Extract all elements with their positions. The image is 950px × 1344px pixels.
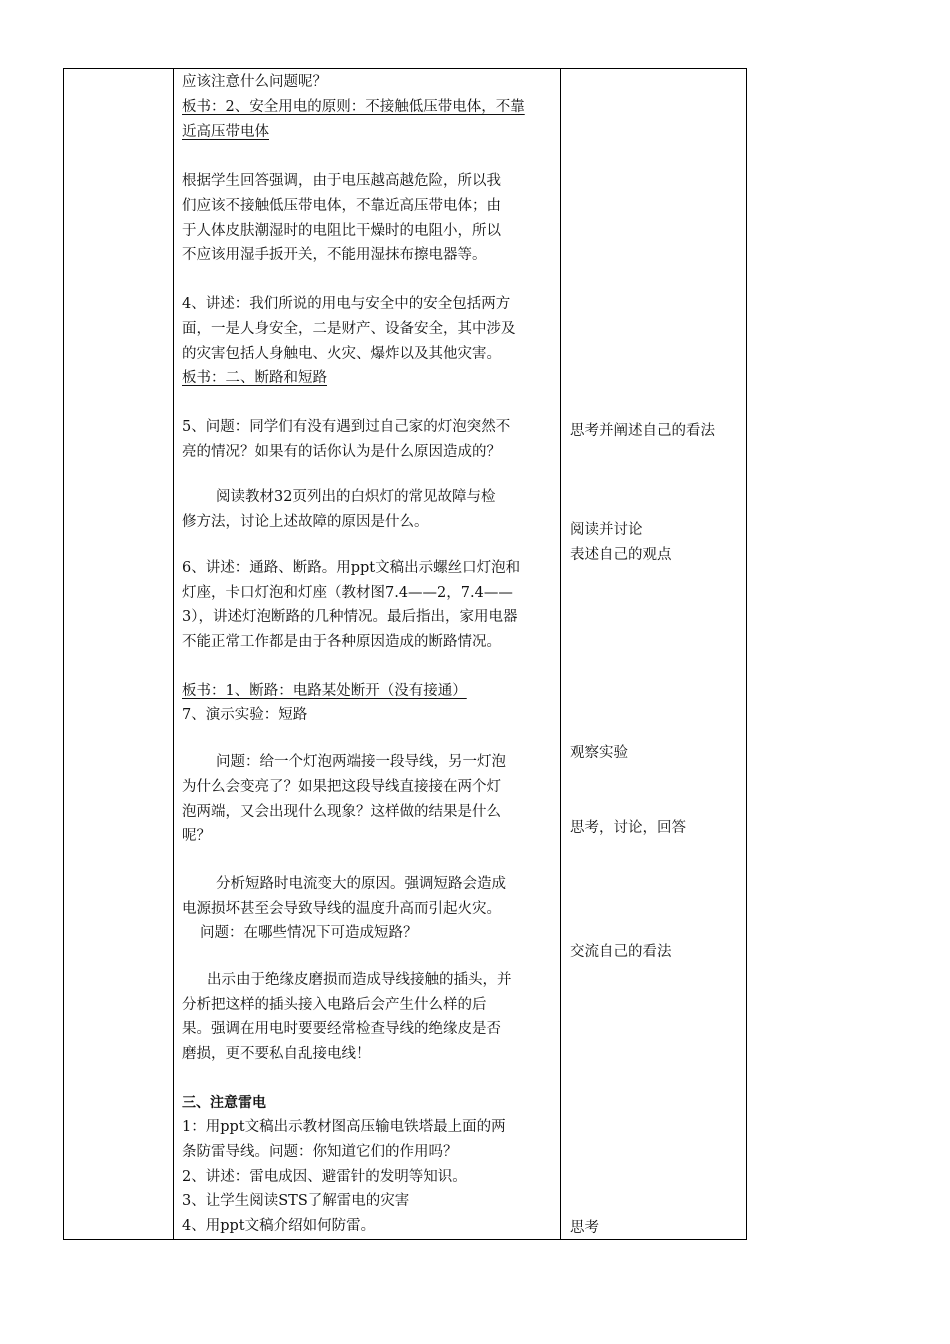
lesson-plan-table xyxy=(63,68,747,1240)
text-line: 磨损，更不要私自乱接电线！ xyxy=(182,1046,371,1062)
text-line: 分析短路时电流变大的原因。强调短路会造成 xyxy=(216,876,506,892)
text-line: 7、演示实验：短路 xyxy=(182,707,308,723)
text-line: 灯座，卡口灯泡和灯座（教材图7.4——2，7.4—— xyxy=(182,585,513,601)
text-line: 应该注意什么问题呢？ xyxy=(182,74,327,90)
text-line: 问题：在哪些情况下可造成短路？ xyxy=(200,925,418,941)
text-line: 出示由于绝缘皮磨损而造成导线接触的插头，并 xyxy=(207,972,512,988)
student-activity: 思考，讨论，回答 xyxy=(570,820,686,836)
text-line: 1：用ppt文稿出示教材图高压输电铁塔最上面的两 xyxy=(182,1119,506,1135)
student-activity: 阅读并讨论 xyxy=(570,522,643,538)
text-line: 4、用ppt文稿介绍如何防雷。 xyxy=(182,1218,376,1234)
text-line: 3、让学生阅读STS了解雷电的灾害 xyxy=(182,1193,410,1209)
student-activity: 观察实验 xyxy=(570,745,628,761)
column-divider-right xyxy=(560,69,561,1239)
board-note: 板书：2、安全用电的原则：不接触低压带电体，不靠 xyxy=(182,99,525,115)
student-activity: 思考并阐述自己的看法 xyxy=(570,423,715,439)
board-note: 板书：1、断路：电路某处断开（没有接通） xyxy=(182,683,467,699)
text-line: 不能正常工作都是由于各种原因造成的断路情况。 xyxy=(182,634,501,650)
section-heading: 三、注意雷电 xyxy=(182,1095,266,1111)
student-activity: 思考 xyxy=(570,1220,599,1236)
text-line: 6、讲述：通路、断路。用ppt文稿出示螺丝口灯泡和 xyxy=(182,560,521,576)
text-line: 分析把这样的插头接入电路后会产生什么样的后 xyxy=(182,997,487,1013)
text-line: 4、讲述：我们所说的用电与安全中的安全包括两方 xyxy=(182,296,511,312)
board-note: 板书：二、断路和短路 xyxy=(182,370,327,386)
text-line: 电源损坏甚至会导致导线的温度升高而引起火灾。 xyxy=(182,901,501,917)
text-line: 3），讲述灯泡断路的几种情况。最后指出，家用电器 xyxy=(182,609,518,625)
text-line: 面，一是人身安全，二是财产、设备安全，其中涉及 xyxy=(182,321,516,337)
text-line: 5、问题：同学们有没有遇到过自己家的灯泡突然不 xyxy=(182,419,511,435)
text-line: 于人体皮肤潮湿时的电阻比干燥时的电阻小，所以 xyxy=(182,223,501,239)
text-line: 亮的情况？如果有的话你认为是什么原因造成的？ xyxy=(182,444,501,460)
text-line: 阅读教材32页列出的白炽灯的常见故障与检 xyxy=(216,489,496,505)
text-line: 为什么会变亮了？如果把这段导线直接接在两个灯 xyxy=(182,779,501,795)
student-activity: 表述自己的观点 xyxy=(570,547,672,563)
text-line: 条防雷导线。问题：你知道它们的作用吗？ xyxy=(182,1144,458,1160)
text-line: 泡两端，又会出现什么现象？这样做的结果是什么 xyxy=(182,804,501,820)
board-note: 近高压带电体 xyxy=(182,124,269,140)
text-line: 们应该不接触低压带电体，不靠近高压带电体；由 xyxy=(182,198,501,214)
student-activity: 交流自己的看法 xyxy=(570,944,672,960)
text-line: 果。强调在用电时要要经常检查导线的绝缘皮是否 xyxy=(182,1021,501,1037)
text-line: 呢？ xyxy=(182,828,211,844)
text-line: 根据学生回答强调，由于电压越高越危险，所以我 xyxy=(182,173,501,189)
text-line: 2、讲述：雷电成因、避雷针的发明等知识。 xyxy=(182,1169,467,1185)
text-line: 的灾害包括人身触电、火灾、爆炸以及其他灾害。 xyxy=(182,346,501,362)
text-line: 问题：给一个灯泡两端接一段导线，另一灯泡 xyxy=(216,754,506,770)
column-divider-left xyxy=(173,69,174,1239)
text-line: 不应该用湿手扳开关，不能用湿抹布擦电器等。 xyxy=(182,247,487,263)
text-line: 修方法，讨论上述故障的原因是什么。 xyxy=(182,514,429,530)
